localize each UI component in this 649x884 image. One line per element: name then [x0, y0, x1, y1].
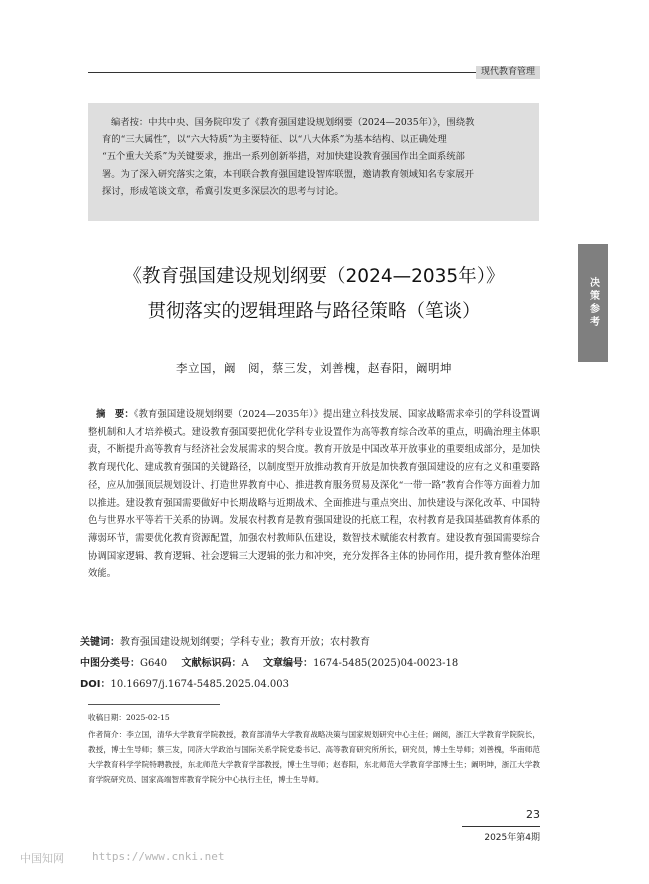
article-title-line-1: 《教育强国建设规划纲要（2024—2035年）》 [123, 266, 505, 287]
doc-code-value: A [241, 658, 249, 669]
issue-label: 2025年第4期 [484, 833, 540, 843]
received-date: 收稿日期：2025-02-15 [88, 713, 170, 722]
editor-note-line: 探讨，形成笔谈文章，希冀引发更多深层次的思考与讨论。 [102, 185, 344, 197]
watermark-cnki-name: 中国知网 [20, 852, 64, 865]
article-no-label: 文章编号： [263, 658, 314, 669]
classification-line [80, 654, 550, 669]
header-rule [88, 72, 476, 73]
watermark-cnki-url: https://www.cnki.net [92, 850, 225, 863]
editor-note-box [88, 103, 539, 221]
issue-rule [462, 826, 540, 827]
clc-label: 中图分类号： [80, 658, 140, 669]
article-title-line-2: 贯彻落实的逻辑理路与路径策略（笔谈） [147, 301, 481, 322]
article-no-value: 1674-5485(2025)04-0023-18 [313, 658, 459, 669]
article-authors: 李立国，阚 阅，蔡三发，刘善槐，赵春阳，阚明坤 [176, 361, 452, 375]
page-number: 23 [526, 808, 540, 821]
abstract-text: 《教育强国建设规划纲要（2024—2035年）》提出建立科技发展、国家战略需求牵引的学科设置调整机制和人才培养模式。建设教育强国要把优化学科专业设置作为高等教育综合改革的重点，明确治理主体职责，不断提升高等教育与经济社会发展需求的契合度。教育开放是中国改革开放事业的重要组成部分，是加快教育现代化、建成教育强国的关键路径，以制度型开放推动教育开放是加快教育强国建设的应有之义和重要路径，应从加强顶层规划设计、打造世界教育中心、推进教育服务贸易及深化“一带一路”教育合作等方面着力加以推进。建设教育强国需要做好中长期战略与近期战术、全面推进与重点突出、加快建设与深化改革、中国特色与世界水平等若干关系的协调。发展农村教育是教育强国建设的托底工程，农村教育是我国基础教育体系的薄弱环节，需要优化教育资源配置，加强农村教师队伍建设，数智技术赋能农村教育。建设教育强国需要综合协调国家逻辑、教育逻辑、社会逻辑三大逻辑的张力和冲突，充分发挥各主体的协同作用，提升教育整体治理效能。 [88, 409, 540, 580]
editor-note-line: 署。为了深入研究落实之策，本刊联合教育强国建设智库联盟，邀请教育领域知名专家展开 [102, 168, 474, 180]
keywords-label: 关键词： [80, 637, 120, 648]
clc-value: G640 [140, 658, 168, 669]
abstract [88, 406, 540, 583]
editor-note-line: “五个重大关系”为关键要求，推出一系列创新举措，对加快建设教育强国作出全面系统部 [102, 151, 465, 163]
keywords-value: 教育强国建设规划纲要；学科专业；教育开放；农村教育 [120, 637, 370, 648]
abstract-label: 摘 要： [96, 409, 134, 420]
journal-section-label: 现代教育管理 [476, 66, 540, 79]
doi-value: 10.16697/j.1674-5485.2025.04.003 [110, 679, 289, 690]
doi-label: DOI： [80, 679, 111, 690]
keywords-line [80, 633, 550, 648]
editor-note-line: 编者按：中共中央、国务院印发了《教育强国建设规划纲要（2024—2035年）》，围绕教 [111, 117, 475, 128]
doc-code-label: 文献标识码： [181, 658, 242, 669]
editor-note-line: 育的“三大属性”，以“六大特质”为主要特征、以“八大体系”为基本结构、以正确处理 [102, 134, 447, 146]
doi-line [80, 675, 550, 690]
author-info: 作者简介：李立国，清华大学教育学院教授，教育部清华大学教育战略决策与国家规划研究中心主任；阚阅，浙江大学教育学院院长，教授，博士生导师；蔡三发，同济大学政治与国际关系学院党委书记、高等教育研究所所长，研究员，博士生导师；刘善槐，华南师范大学教育科学学院特聘教授，东北师范大学教育学部教授，博士生导师；赵春阳，东北师范大学教育学部博士生；阚明坤，浙江大学教育学院研究员、国家高端智库教育学院分中心执行主任，博士生导师。 [88, 730, 540, 784]
section-side-tab [578, 244, 608, 362]
side-tab-label: 决策参考 [587, 277, 599, 329]
footnote-rule [88, 704, 220, 705]
